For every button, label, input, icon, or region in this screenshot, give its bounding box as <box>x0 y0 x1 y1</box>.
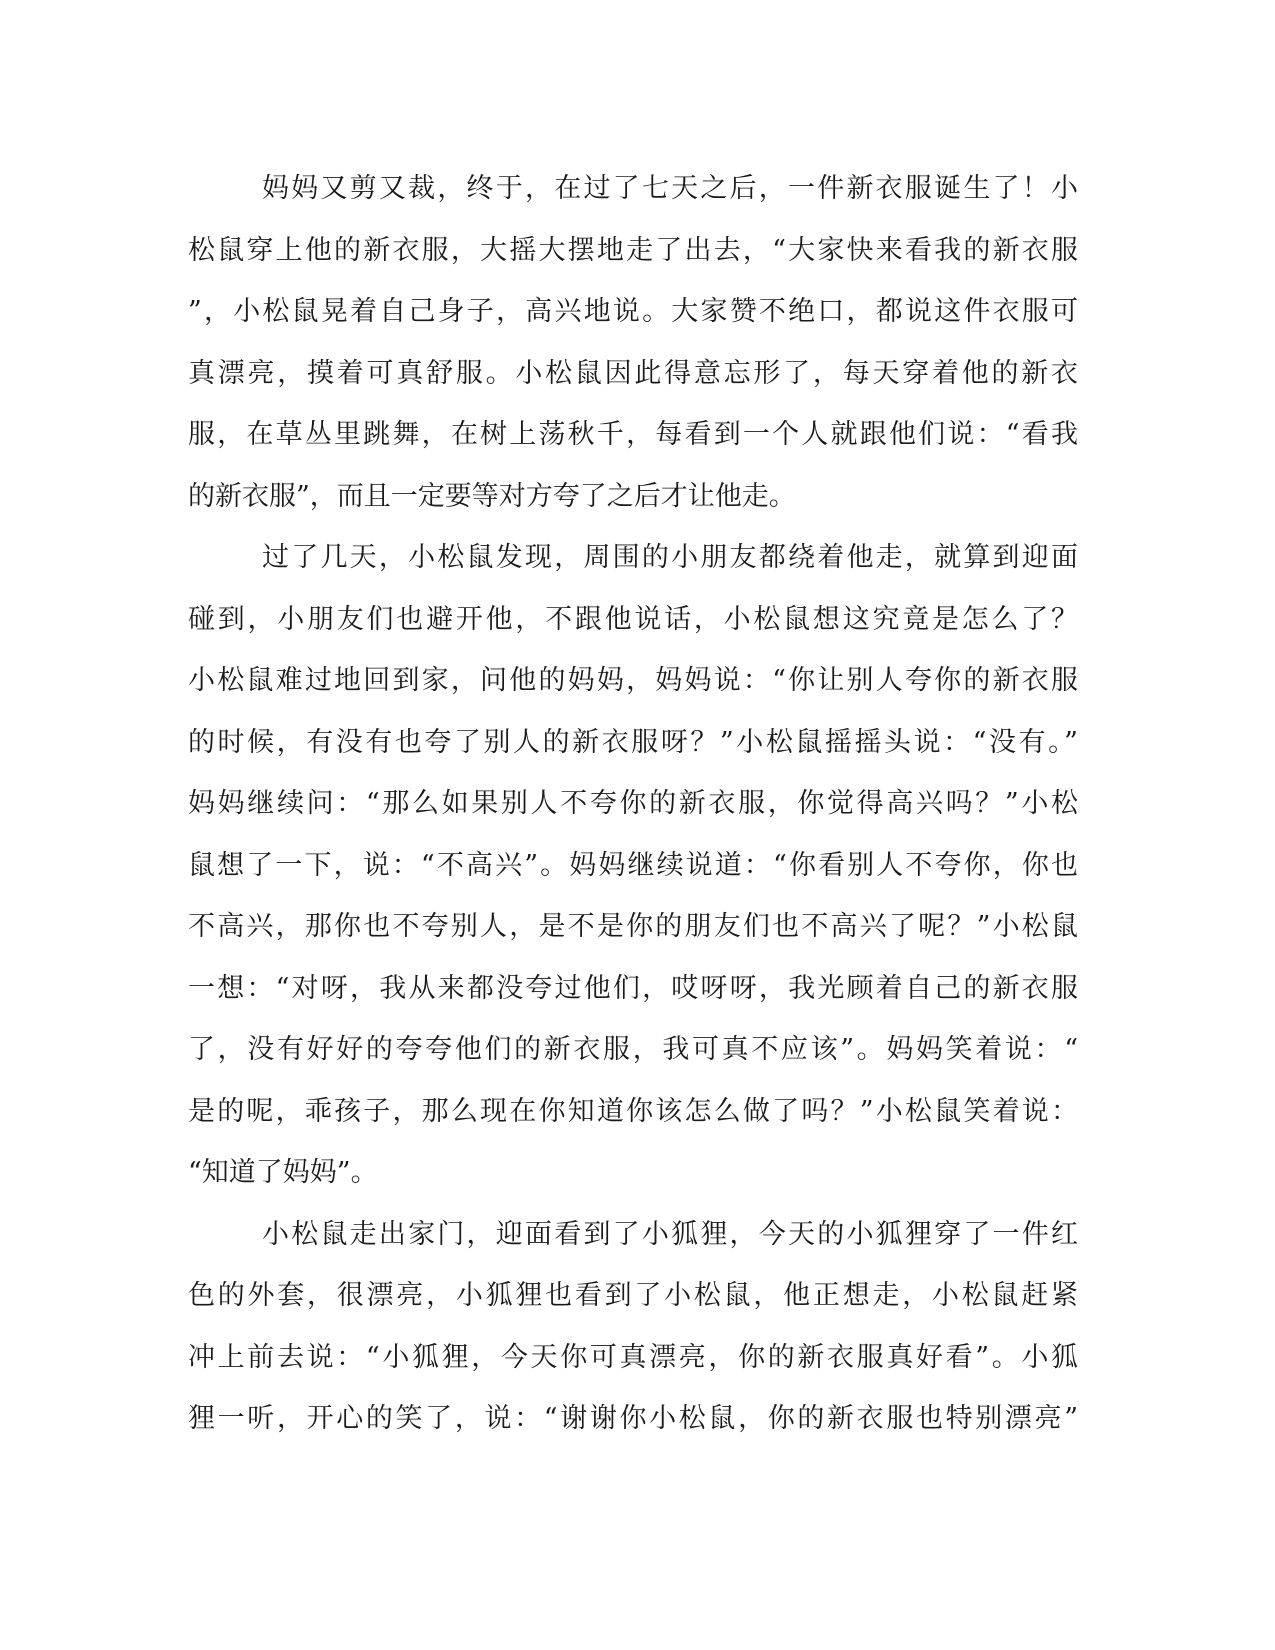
paragraph-1 <box>188 158 1078 527</box>
paragraph-line: 服，在草丛里跳舞，在树上荡秋千，每看到一个人就跟他们说：“看我 <box>188 419 1078 450</box>
paragraph-line: 色的外套，很漂亮，小狐狸也看到了小松鼠，他正想走，小松鼠赶紧 <box>188 1280 1078 1311</box>
paragraph-line: “知道了妈妈”。 <box>188 1157 378 1188</box>
paragraph-line: 冲上前去说：“小狐狸，今天你可真漂亮，你的新衣服真好看”。小狐 <box>188 1341 1078 1373</box>
paragraph-line: 妈妈继续问：“那么如果别人不夸你的新衣服，你觉得高兴吗？”小松 <box>188 788 1078 819</box>
paragraph-line: 的时候，有没有也夸了别人的新衣服呀？”小松鼠摇摇头说：“没有。” <box>188 726 1078 758</box>
paragraph-2 <box>188 527 1078 1204</box>
paragraph-line: 松鼠穿上他的新衣服，大摇大摆地走了出去，“大家快来看我的新衣服 <box>188 234 1078 266</box>
paragraph-line: 真漂亮，摸着可真舒服。小松鼠因此得意忘形了，每天穿着他的新衣 <box>188 357 1078 389</box>
document-body <box>188 158 1078 1450</box>
paragraph-line: 小松鼠难过地回到家，问他的妈妈，妈妈说：“你让别人夸你的新衣服 <box>188 665 1078 696</box>
paragraph-line: 鼠想了一下，说：“不高兴”。妈妈继续说道：“你看别人不夸你，你也 <box>188 849 1078 881</box>
paragraph-3 <box>188 1204 1078 1450</box>
paragraph-line: 了，没有好好的夸夸他们的新衣服，我可真不应该”。妈妈笑着说：“ <box>188 1034 1078 1065</box>
paragraph-line: 妈妈又剪又裁，终于，在过了七天之后，一件新衣服诞生了！小 <box>262 173 1078 204</box>
paragraph-line: 一想：“对呀，我从来都没夸过他们，哎呀呀，我光顾着自己的新衣服 <box>188 972 1078 1004</box>
paragraph-line: 不高兴，那你也不夸别人，是不是你的朋友们也不高兴了呢？”小松鼠 <box>188 911 1078 942</box>
paragraph-line: 的新衣服”，而且一定要等对方夸了之后才让他走。 <box>188 480 796 512</box>
paragraph-line: 小松鼠走出家门，迎面看到了小狐狸，今天的小狐狸穿了一件红 <box>262 1218 1078 1250</box>
paragraph-line: 狸一听，开心的笑了，说：“谢谢你小松鼠，你的新衣服也特别漂亮” <box>188 1403 1078 1434</box>
paragraph-line: ”，小松鼠晃着自己身子，高兴地说。大家赞不绝口，都说这件衣服可 <box>188 296 1078 327</box>
paragraph-line: 碰到，小朋友们也避开他，不跟他说话，小松鼠想这究竟是怎么了？ <box>188 603 1078 635</box>
paragraph-line: 过了几天，小松鼠发现，周围的小朋友都绕着他走，就算到迎面 <box>262 542 1078 573</box>
paragraph-line: 是的呢，乖孩子，那么现在你知道你该怎么做了吗？”小松鼠笑着说： <box>188 1095 1078 1127</box>
